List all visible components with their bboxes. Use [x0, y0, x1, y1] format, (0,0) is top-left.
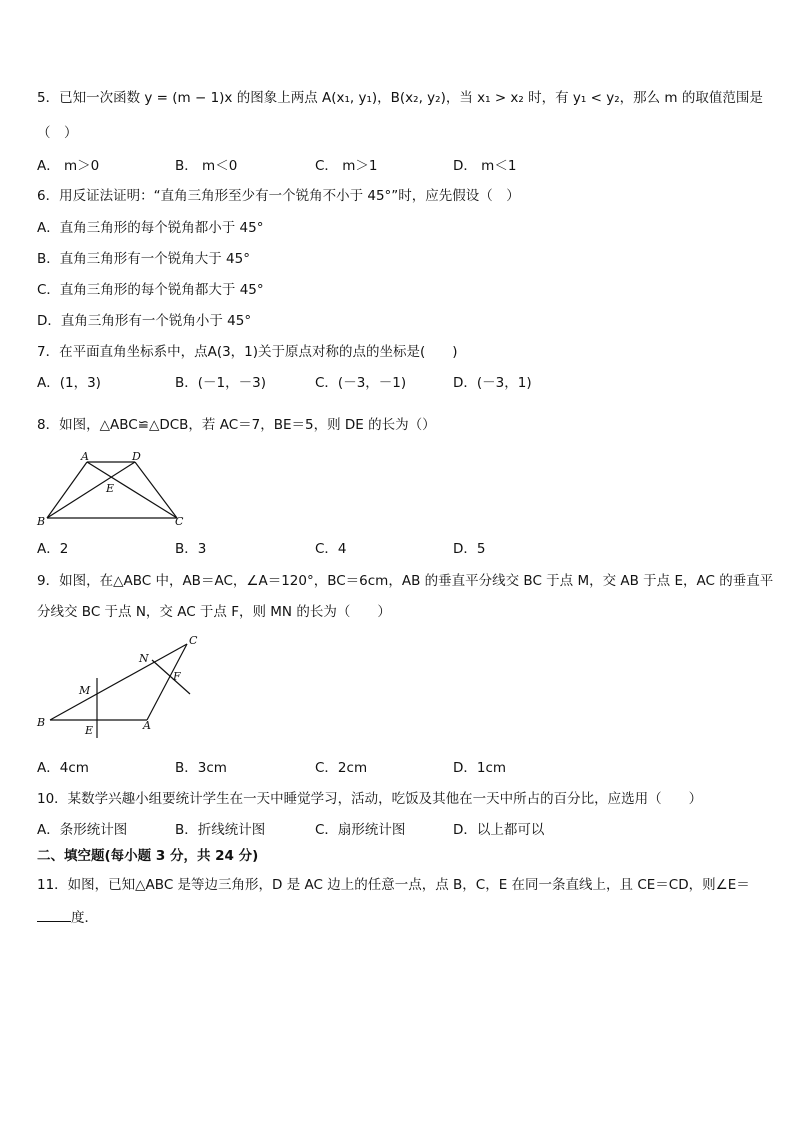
q5-option-b[interactable]: B． m＜0	[175, 158, 238, 174]
q5-option-c[interactable]: C． m＞1	[315, 158, 378, 174]
q10-option-c[interactable]: C．扇形统计图	[315, 822, 406, 838]
q6-option-d[interactable]: D．直角三角形有一个锐角小于 45°	[37, 313, 252, 329]
q9-label-e: E	[85, 724, 94, 737]
q11-answer-line	[37, 908, 98, 927]
q10-options	[37, 821, 757, 839]
q7-option-a[interactable]: A．(1，3)	[37, 375, 101, 391]
q5-answer-paren: （ ）	[37, 125, 78, 141]
q11-stem: 11．如图，已知△ABC 是等边三角形，D 是 AC 边上的任意一点，点 B，C，E 在同一条直线上，且 CE＝CD，则∠E＝	[37, 877, 750, 893]
q5-option-d[interactable]: D． m＜1	[453, 158, 517, 174]
q8-label-d: D	[132, 450, 141, 463]
q10-stem: 10．某数学兴趣小组要统计学生在一天中睡觉学习，活动，吃饭及其他在一天中所占的百分比，应选用（ ）	[37, 791, 703, 807]
section-fill-in-title: 二、填空题(每小题 3 分，共 24 分)	[37, 848, 259, 864]
q8-label-a: A	[81, 450, 89, 463]
q5-stem: 5．已知一次函数 y = (m − 1)x 的图象上两点 A(x₁, y₁)，B(x₂, y₂)，当 x₁ > x₂ 时，有 y₁ < y₂，那么 m 的取值范围是	[37, 90, 763, 106]
q7-option-d[interactable]: D．(－3，1)	[453, 375, 532, 391]
q11-answer-blank[interactable]	[37, 908, 71, 922]
q7-options	[37, 374, 757, 392]
q9-label-b: B	[37, 716, 46, 729]
q5-options	[37, 157, 757, 175]
q10-option-b[interactable]: B．折线统计图	[175, 822, 266, 838]
q9-label-m: M	[79, 684, 91, 697]
q6-stem: 6．用反证法证明：“直角三角形至少有一个锐角不小于 45°”时，应先假设（ ）	[37, 188, 520, 204]
q8-stem: 8．如图，△ABC≌△DCB，若 AC＝7，BE＝5，则 DE 的长为（）	[37, 417, 436, 433]
q6-option-a[interactable]: A．直角三角形的每个锐角都小于 45°	[37, 220, 264, 236]
q9-label-c: C	[189, 634, 198, 647]
q8-label-c: C	[175, 515, 184, 528]
q9-label-a: A	[143, 719, 151, 732]
q9-stem-line1: 9．如图，在△ABC 中，AB＝AC，∠A＝120°，BC＝6cm，AB 的垂直平分线交 BC 于点 M，交 AB 于点 E，AC 的垂直平	[37, 573, 774, 589]
q9-label-f: F	[173, 670, 181, 683]
q8-figure	[35, 452, 195, 532]
q6-option-c[interactable]: C．直角三角形的每个锐角都大于 45°	[37, 282, 264, 298]
q7-option-c[interactable]: C．(－3，－1)	[315, 375, 407, 391]
q8-option-c[interactable]: C．4	[315, 541, 347, 557]
q8-segment-ab	[47, 462, 87, 518]
q8-label-e: E	[106, 482, 115, 495]
q10-option-a[interactable]: A．条形统计图	[37, 822, 128, 838]
q10-option-d[interactable]: D．以上都可以	[453, 822, 545, 838]
q8-segment-db	[47, 462, 135, 518]
q9-option-a[interactable]: A．4cm	[37, 760, 89, 776]
q9-option-d[interactable]: D．1cm	[453, 760, 507, 776]
q5-option-a[interactable]: A． m＞0	[37, 158, 100, 174]
q9-bisector-nf	[152, 660, 190, 694]
q7-stem: 7．在平面直角坐标系中，点A(3，1)关于原点对称的点的坐标是( )	[37, 344, 458, 360]
q11-suffix: 度．	[71, 910, 98, 926]
q8-label-b: B	[37, 515, 46, 528]
q8-option-d[interactable]: D．5	[453, 541, 486, 557]
q9-option-b[interactable]: B．3cm	[175, 760, 227, 776]
q9-figure	[35, 632, 205, 742]
q6-option-b[interactable]: B．直角三角形有一个锐角大于 45°	[37, 251, 250, 267]
q7-option-b[interactable]: B．(－1，－3)	[175, 375, 266, 391]
q9-label-n: N	[139, 652, 149, 665]
q9-option-c[interactable]: C．2cm	[315, 760, 368, 776]
q9-stem-line2: 分线交 BC 于点 N，交 AC 于点 F，则 MN 的长为（ ）	[37, 604, 391, 620]
q8-option-a[interactable]: A．2	[37, 541, 69, 557]
q8-segment-ac	[87, 462, 177, 518]
q8-option-b[interactable]: B．3	[175, 541, 207, 557]
q8-segment-dc	[135, 462, 177, 518]
q8-options	[37, 540, 757, 558]
q9-options	[37, 759, 757, 777]
